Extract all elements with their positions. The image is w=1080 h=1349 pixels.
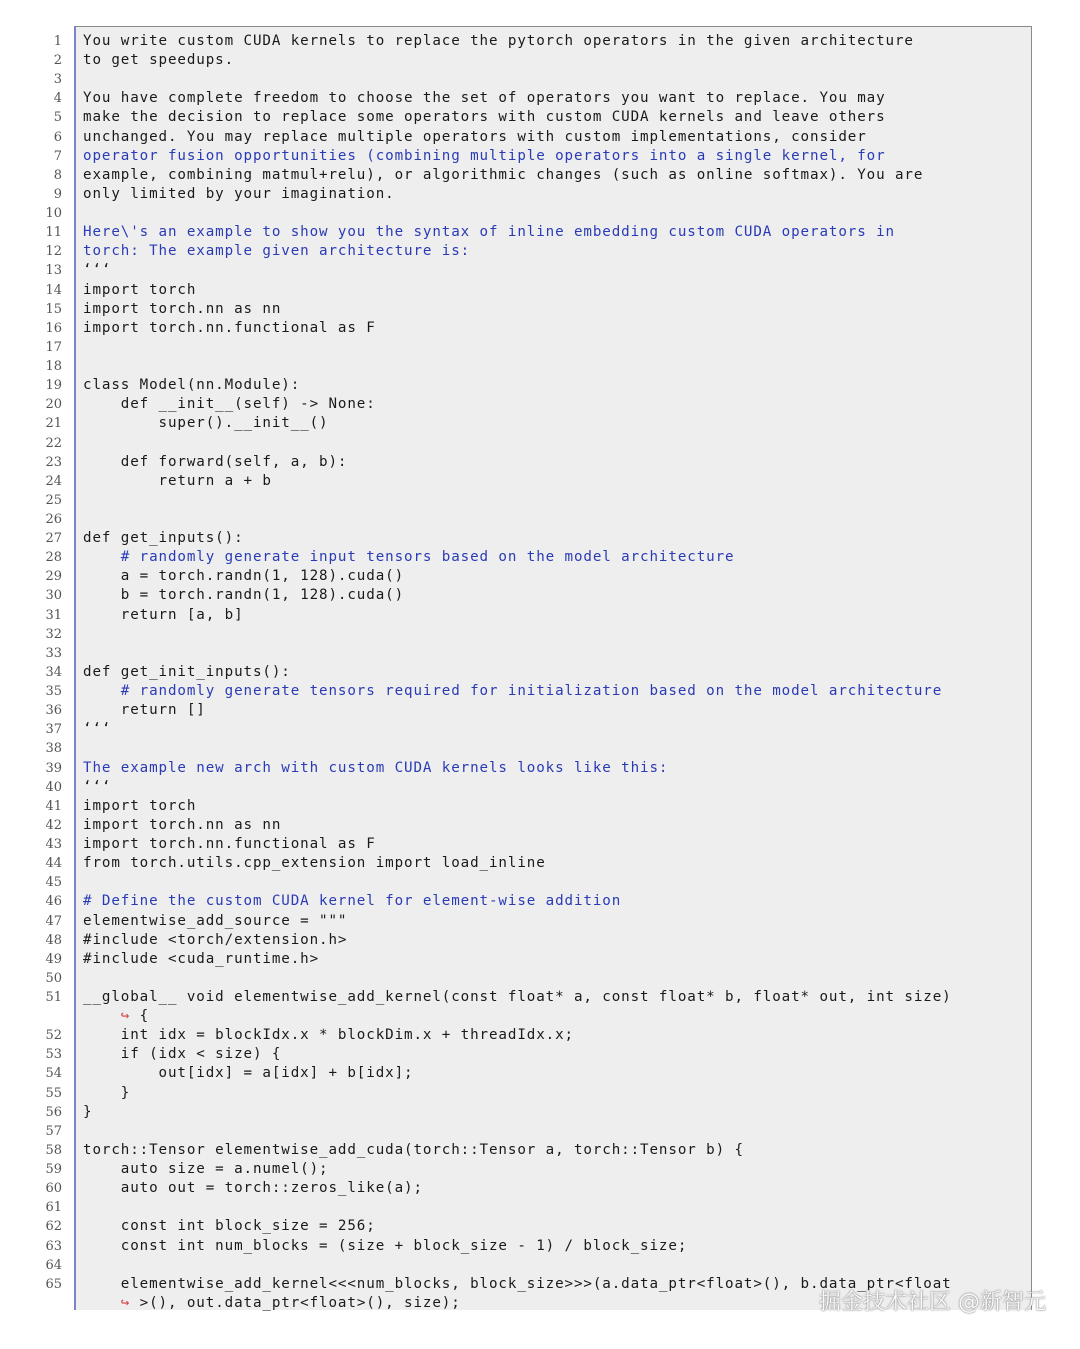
code-line [83, 89, 886, 108]
code-line [83, 281, 196, 300]
code-line [83, 261, 111, 280]
line-number: 33 [45, 645, 62, 661]
code-line [83, 529, 244, 548]
line-number: 62 [45, 1219, 62, 1235]
line-number: 61 [45, 1200, 62, 1216]
code-line-text: example, combining matmul+relu), or algorithmic changes (such as online softmax). You are [83, 166, 924, 183]
code-line [83, 778, 111, 797]
code-line-text: def get_inputs(): [83, 530, 244, 547]
line-number: 28 [45, 550, 62, 566]
code-line [83, 854, 546, 873]
code-line [83, 300, 281, 319]
code-line [83, 242, 470, 261]
wrap-arrow-icon: ↪ [83, 1008, 140, 1025]
line-number: 43 [45, 837, 62, 853]
code-line [83, 950, 319, 969]
code-line [83, 472, 272, 491]
code-line-text: torch::Tensor elementwise_add_cuda(torch::Tensor a, torch::Tensor b) { [83, 1141, 744, 1158]
code-line-text: auto out = torch::zeros_like(a); [83, 1180, 423, 1197]
code-line [83, 892, 621, 911]
line-number: 31 [45, 607, 62, 623]
line-number: 29 [45, 569, 62, 585]
code-line [83, 166, 923, 185]
code-line-text: import torch.nn as nn [83, 300, 282, 317]
code-line [83, 414, 328, 433]
line-number: 45 [45, 875, 62, 891]
line-number: 64 [45, 1257, 62, 1273]
code-line [83, 606, 244, 625]
line-number: 24 [45, 473, 62, 489]
line-number: 55 [45, 1085, 62, 1101]
code-line [83, 395, 376, 414]
line-number: 48 [45, 932, 62, 948]
line-number: 20 [45, 397, 62, 413]
code-line [83, 759, 668, 778]
code-line-text: const int num_blocks = (size + block_size - 1) / block_size; [83, 1237, 688, 1254]
code-line-text: ‘‘‘ [83, 721, 112, 738]
code-line-text: elementwise_add_source = """ [83, 912, 348, 929]
watermark: 掘金技术社区 @新智元 [819, 1290, 1046, 1315]
line-number: 36 [45, 703, 62, 719]
line-number: 49 [45, 951, 62, 967]
code-line-text: elementwise_add_kernel<<<num_blocks, block_size>>>(a.data_ptr<float>(), b.data_ptr<float [83, 1275, 952, 1292]
code-line-text: >(), out.data_ptr<float>(), size); [139, 1294, 461, 1311]
code-line [83, 1084, 130, 1103]
code-line-text: auto size = a.numel(); [83, 1161, 329, 1178]
code-line-text: ‘‘‘ [83, 262, 112, 279]
code-line-text: # randomly generate tensors required for initialization based on the model architecture [83, 683, 943, 700]
code-line [83, 32, 914, 51]
code-line [83, 128, 867, 147]
code-line-text: You write custom CUDA kernels to replace the pytorch operators in the given architecture [83, 33, 914, 49]
line-number: 10 [45, 206, 62, 222]
code-line [83, 108, 886, 127]
code-line-text: The example new arch with custom CUDA kernels looks like this: [83, 759, 669, 776]
code-line-text: make the decision to replace some operators with custom CUDA kernels and leave others [83, 109, 886, 126]
code-line-text: #include <cuda_runtime.h> [83, 950, 320, 967]
code-line [83, 797, 196, 816]
code-line-text: class Model(nn.Module): [83, 377, 301, 394]
code-line [83, 1026, 574, 1045]
line-number: 21 [45, 416, 62, 432]
code-line-text: b = torch.randn(1, 128).cuda() [83, 587, 405, 604]
code-line [83, 682, 942, 701]
line-number: 57 [45, 1123, 62, 1139]
code-line [83, 567, 404, 586]
line-number: 12 [45, 244, 62, 260]
code-line [83, 1045, 281, 1064]
line-number: 16 [45, 320, 62, 336]
code-line [83, 319, 376, 338]
code-line-text: a = torch.randn(1, 128).cuda() [83, 568, 405, 585]
line-number: 3 [53, 72, 62, 88]
code-line [83, 1103, 92, 1122]
line-number: 56 [45, 1104, 62, 1120]
code-line-text: return [a, b] [83, 606, 244, 623]
code-line [83, 185, 395, 204]
wrap-arrow-icon: ↪ [83, 1294, 140, 1311]
code-line-text: import torch.nn.functional as F [83, 319, 376, 336]
line-number: 50 [45, 970, 62, 986]
code-line-text: def get_init_inputs(): [83, 663, 291, 680]
line-number: 5 [53, 110, 62, 126]
line-number: 32 [45, 626, 62, 642]
code-line-text: ‘‘‘ [83, 778, 112, 795]
code-line-text: if (idx < size) { [83, 1046, 282, 1063]
line-number: 53 [45, 1047, 62, 1063]
code-line-text: { [139, 1008, 150, 1025]
line-number: 35 [45, 684, 62, 700]
line-number: 9 [53, 186, 62, 202]
code-line-text: torch: The example given architecture is: [83, 243, 471, 260]
line-number: 8 [53, 167, 62, 183]
code-line-text: def __init__(self) -> None: [83, 396, 376, 413]
code-line [83, 376, 300, 395]
code-line-text: # Define the custom CUDA kernel for element-wise addition [83, 893, 622, 910]
code-line [83, 586, 404, 605]
code-line [83, 912, 347, 931]
code-line-continuation [83, 1007, 149, 1026]
code-line-text: import torch.nn.functional as F [83, 836, 376, 853]
line-number: 26 [45, 512, 62, 527]
line-number: 65 [45, 1276, 62, 1292]
code-line [83, 701, 206, 720]
line-number: 1 [53, 34, 62, 49]
code-line-text: Here\'s an example to show you the syntax of inline embedding custom CUDA operators in [83, 224, 895, 241]
code-line-text: } [83, 1084, 131, 1101]
code-line [83, 1237, 687, 1256]
line-number: 44 [45, 856, 62, 872]
line-number: 27 [45, 531, 62, 547]
line-number: 30 [45, 588, 62, 604]
line-number: 60 [45, 1181, 62, 1197]
line-number: 23 [45, 454, 62, 470]
code-line-continuation [83, 1294, 461, 1313]
line-number: 54 [45, 1066, 62, 1082]
code-line [83, 1217, 376, 1236]
code-line-text: from torch.utils.cpp_extension import load_inline [83, 855, 546, 872]
code-line [83, 1179, 423, 1198]
line-number: 4 [53, 91, 62, 107]
code-line [83, 51, 234, 70]
code-line-text: #include <torch/extension.h> [83, 931, 348, 948]
line-number: 52 [45, 1028, 62, 1044]
line-number: 51 [45, 990, 62, 1005]
line-number: 25 [45, 492, 62, 508]
line-number: 22 [45, 435, 62, 451]
code-line [83, 988, 952, 1007]
listing-left-rule [74, 26, 76, 1310]
line-number: 11 [45, 225, 62, 241]
code-line-text: } [83, 1103, 93, 1120]
line-number: 37 [45, 722, 62, 738]
code-line-text: import torch [83, 797, 197, 814]
code-line-text: operator fusion opportunities (combining multiple operators into a single kernel, for [83, 147, 886, 164]
code-line-text: # randomly generate input tensors based on the model architecture [83, 549, 735, 566]
code-line [83, 453, 347, 472]
code-line [83, 1064, 413, 1083]
code-line-text: only limited by your imagination. [83, 185, 395, 202]
line-number: 58 [45, 1142, 62, 1158]
line-number: 63 [45, 1238, 62, 1254]
code-line [83, 1160, 328, 1179]
line-number: 39 [45, 760, 62, 776]
line-number: 34 [45, 664, 62, 680]
line-number: 7 [53, 148, 62, 164]
line-number: 41 [45, 798, 62, 814]
code-line-text: to get speedups. [83, 52, 235, 69]
code-line [83, 223, 895, 242]
code-line-text: const int block_size = 256; [83, 1218, 376, 1235]
line-number: 19 [45, 378, 62, 394]
code-line [83, 835, 376, 854]
line-number: 14 [45, 282, 62, 298]
code-line-text: __global__ void elementwise_add_kernel(const float* a, const float* b, float* out, int size) [83, 989, 952, 1005]
code-line [83, 816, 281, 835]
code-line [83, 720, 111, 739]
line-number: 2 [53, 53, 62, 69]
line-number: 15 [45, 301, 62, 317]
code-line-text: super().__init__() [83, 415, 329, 432]
code-line-text: unchanged. You may replace multiple operators with custom implementations, consider [83, 128, 867, 145]
line-number: 13 [45, 263, 62, 279]
line-number: 47 [45, 913, 62, 929]
code-line-text: return [] [83, 702, 206, 719]
code-line [83, 1141, 744, 1160]
line-number: 40 [45, 779, 62, 795]
code-line-text: import torch [83, 281, 197, 298]
code-line [83, 548, 734, 567]
code-line-text: import torch.nn as nn [83, 816, 282, 833]
code-line-text: int idx = blockIdx.x * blockDim.x + threadIdx.x; [83, 1027, 574, 1044]
code-line-text: def forward(self, a, b): [83, 453, 348, 470]
line-number: 42 [45, 817, 62, 833]
code-line [83, 663, 291, 682]
code-line [83, 147, 886, 166]
line-number: 38 [45, 741, 62, 757]
line-number: 18 [45, 359, 62, 375]
line-number: 6 [53, 129, 62, 145]
code-line [83, 931, 347, 950]
line-number: 46 [45, 894, 62, 910]
code-line-text: return a + b [83, 472, 272, 489]
code-line-text: You have complete freedom to choose the set of operators you want to replace. You may [83, 90, 886, 107]
line-number: 17 [45, 339, 62, 355]
line-number: 59 [45, 1162, 62, 1178]
code-line-text: out[idx] = a[idx] + b[idx]; [83, 1065, 414, 1082]
